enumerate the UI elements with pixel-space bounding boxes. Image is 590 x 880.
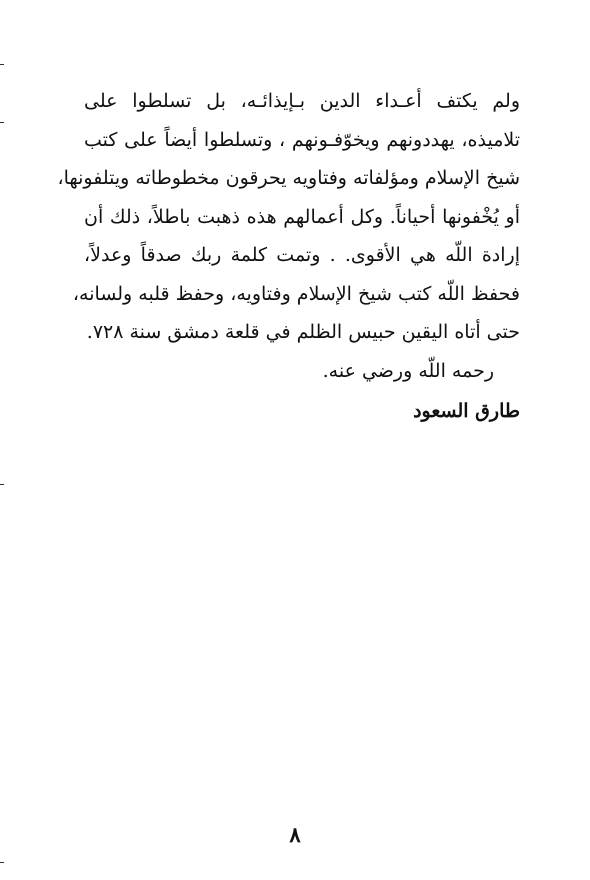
text-line: شيخ الإسلام ومؤلفاته وفتاويه يحرقون مخطوطاته ويتلفونها، <box>57 167 520 189</box>
scan-edge-mark <box>0 862 4 863</box>
text-line: حتى أتاه اليقين حبيس الظلم في قلعة دمشق سنة ٧٢٨. <box>86 321 520 343</box>
text-line: فحفظ اللّه كتب شيخ الإسلام وفتاويه، وحفظ قلبه ولسانه، <box>72 282 520 305</box>
author-signature: طارق السعود <box>413 400 520 422</box>
body-text <box>57 82 520 430</box>
text-line: أو يُخْفونها أحياناً. وكل أعمالهم هذه ذهبت باطلاً، ذلك أن <box>84 205 520 228</box>
text-line: تلاميذه، يهددونهم ويخوّفـونهم ، وتسلطوا أيضاً على كتب <box>84 128 520 151</box>
page-number: ٨ <box>289 822 301 847</box>
closing-line: رحمه اللّه ورضي عنه. <box>322 359 494 382</box>
scan-edge-mark <box>0 122 4 123</box>
text-line: إرادة اللّه هي الأقوى. . وتمت كلمة ربك صدقاً وعدلاً، <box>84 244 520 266</box>
text-line: ولم يكتف أعـداء الدين بـإيذائـه، بل تسلطوا على <box>84 90 520 112</box>
scan-edge-mark <box>0 484 4 485</box>
scan-edge-mark <box>0 64 4 65</box>
